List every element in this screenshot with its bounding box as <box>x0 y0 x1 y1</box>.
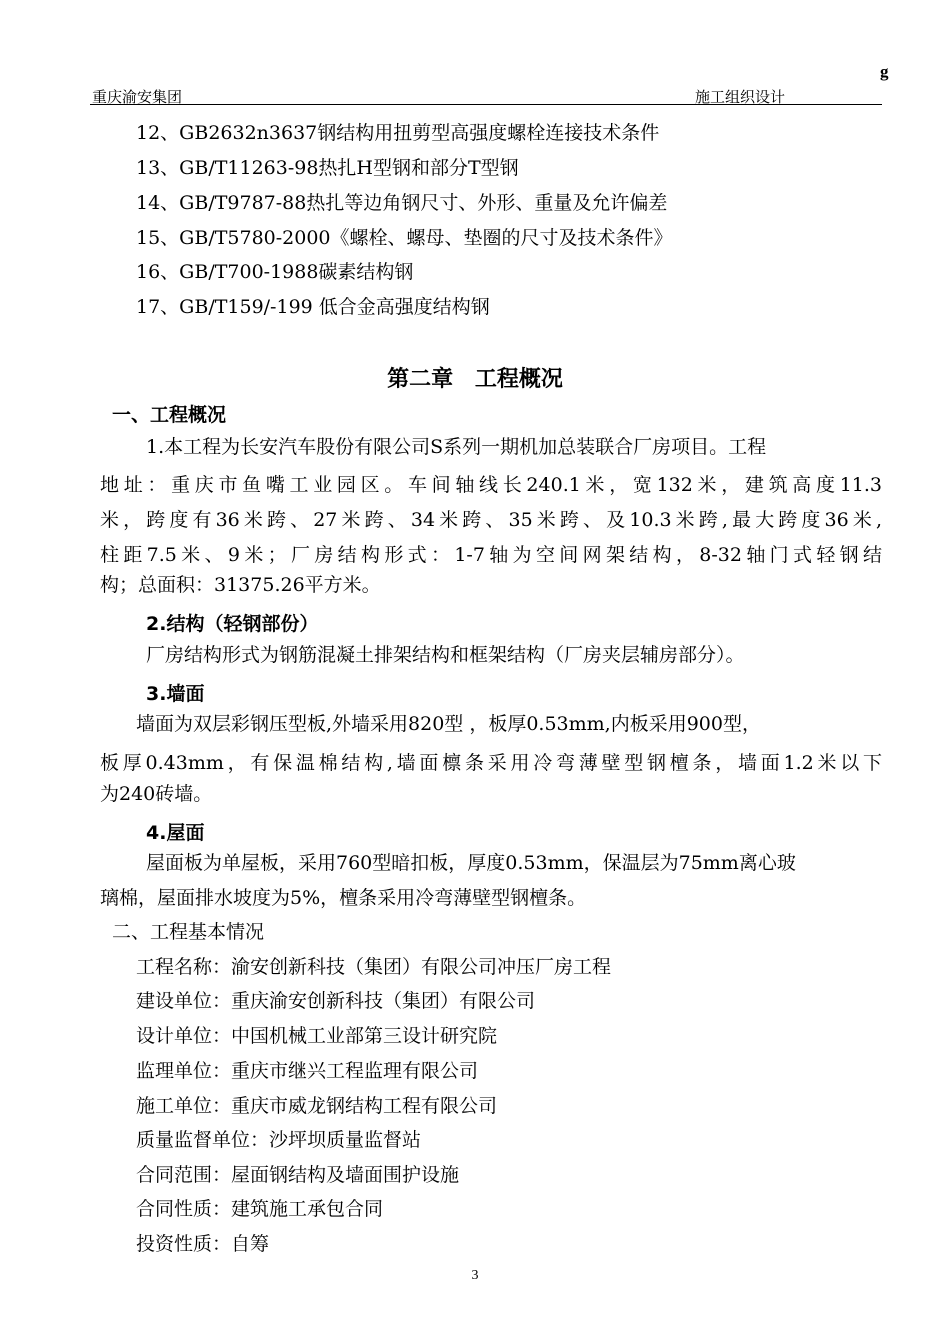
info-item: 合同范围：屋面钢结构及墙面围护设施 <box>136 1164 460 1186</box>
standard-item: 17、GB/T159/-199 低合金高强度结构钢 <box>136 296 490 318</box>
info-item: 投资性质：自筹 <box>136 1233 270 1255</box>
standard-item: 12、GB2632n3637钢结构用扭剪型高强度螺栓连接技术条件 <box>136 122 660 144</box>
page-header <box>90 82 882 105</box>
section-heading: 二、工程基本情况 <box>112 921 265 943</box>
standard-item: 15、GB/T5780-2000《螺栓、螺母、垫圈的尺寸及技术条件》 <box>136 227 673 249</box>
section-heading: 一、工程概况 <box>112 404 227 426</box>
info-item: 质量监督单位：沙坪坝质量监督站 <box>136 1129 422 1151</box>
corner-mark: g <box>880 62 889 81</box>
paragraph-line: 屋面板为单屋板，采用760型暗扣板，厚度0.53mm，保温层为75mm离心玻 <box>146 852 796 874</box>
chapter-title: 第二章 工程概况 <box>387 367 563 392</box>
info-item: 监理单位：重庆市继兴工程监理有限公司 <box>136 1060 479 1082</box>
info-item: 工程名称：渝安创新科技（集团）有限公司冲压厂房工程 <box>136 956 612 978</box>
paragraph-line: 板厚0.43mm，有保温棉结构,墙面檩条采用冷弯薄壁型钢檀条，墙面1.2米以下 <box>100 752 882 774</box>
paragraph-line: 米，跨度有36米跨、27米跨、34米跨、35米跨、及10.3米跨,最大跨度36米, <box>100 509 882 531</box>
subsection-heading: 2.结构（轻钢部份） <box>146 613 319 635</box>
paragraph-line: 为240砖墙。 <box>100 783 213 805</box>
standard-item: 14、GB/T9787-88热扎等边角钢尺寸、外形、重量及允许偏差 <box>136 192 668 214</box>
paragraph-line: 厂房结构形式为钢筋混凝土排架结构和框架结构（厂房夹层辅房部分）。 <box>146 644 745 666</box>
info-item: 设计单位：中国机械工业部第三设计研究院 <box>136 1025 498 1047</box>
subsection-heading: 3.墙面 <box>146 683 205 705</box>
header-company: 重庆渝安集团 <box>92 90 183 106</box>
standard-item: 13、GB/T11263-98热扎H型钢和部分T型钢 <box>136 157 519 179</box>
paragraph-line: 1.本工程为长安汽车股份有限公司S系列一期机加总装联合厂房项目。工程 <box>146 436 767 458</box>
paragraph-line: 墙面为双层彩钢压型板,外墙采用820型 ，板厚0.53mm,内板采用900型， <box>136 713 761 735</box>
paragraph-line: 璃棉，屋面排水坡度为5%，檀条采用冷弯薄壁型钢檀条。 <box>100 887 587 909</box>
info-item: 建设单位：重庆渝安创新科技（集团）有限公司 <box>136 990 536 1012</box>
standard-item: 16、GB/T700-1988碳素结构钢 <box>136 261 414 283</box>
info-item: 施工单位：重庆市威龙钢结构工程有限公司 <box>136 1095 498 1117</box>
paragraph-line: 地址：重庆市鱼嘴工业园区。车间轴线长240.1米，宽132米，建筑高度11.3 <box>100 474 882 496</box>
info-item: 合同性质：建筑施工承包合同 <box>136 1198 384 1220</box>
header-doc-title: 施工组织设计 <box>695 90 786 106</box>
paragraph-line: 构；总面积：31375.26平方米。 <box>100 574 381 596</box>
paragraph-line: 柱距7.5米、9米；厂房结构形式：1-7轴为空间网架结构，8-32轴门式轻钢结 <box>100 544 882 566</box>
subsection-heading: 4.屋面 <box>146 822 205 844</box>
page-number: 3 <box>471 1268 479 1283</box>
